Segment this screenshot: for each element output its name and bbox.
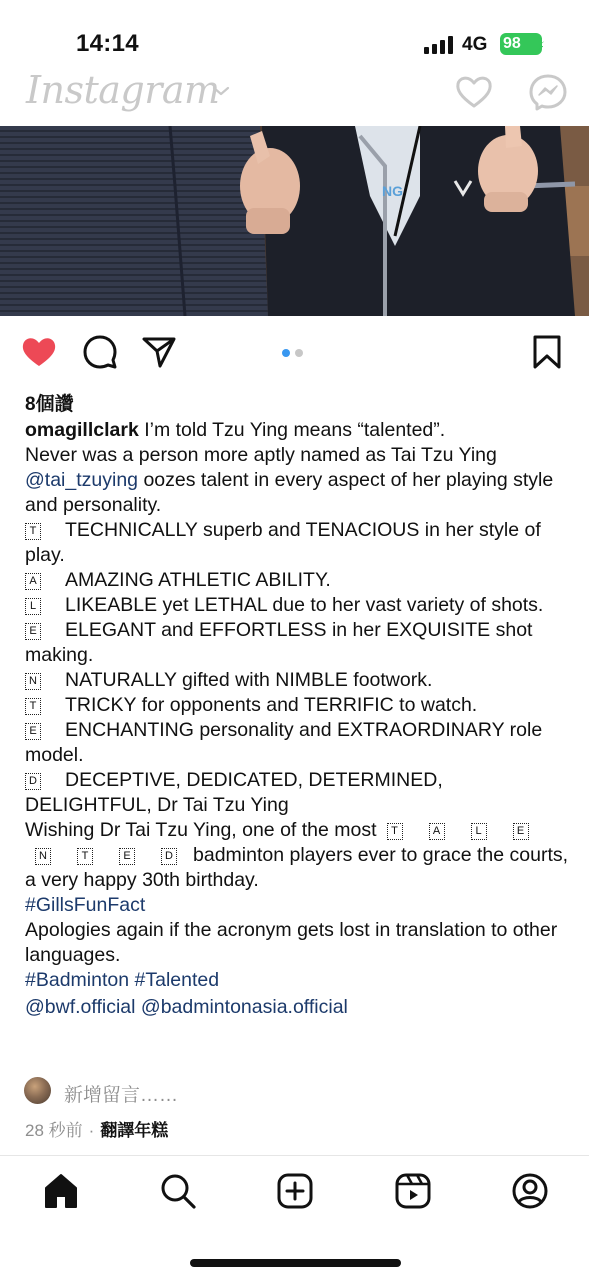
acronym-text: ELEGANT and EFFORTLESS in her EXQUISITE shot making. bbox=[25, 619, 533, 666]
hashtag-link[interactable]: #Talented bbox=[134, 969, 220, 991]
messenger-icon[interactable] bbox=[528, 72, 568, 112]
app-header bbox=[0, 66, 589, 126]
post-meta bbox=[25, 1116, 168, 1141]
acronym-line bbox=[25, 618, 570, 668]
letter-box-icon: L bbox=[471, 823, 487, 840]
acronym-line bbox=[25, 568, 570, 593]
battery-icon bbox=[500, 33, 545, 55]
chevron-down-icon[interactable] bbox=[210, 83, 232, 99]
letter-box-icon: E bbox=[119, 848, 135, 865]
caption-line: badminton players ever to grace the courts, a very happy 30th birthday. bbox=[25, 844, 569, 891]
mention-link[interactable]: @bwf.official bbox=[25, 996, 136, 1018]
hashtag-link[interactable]: #Badminton bbox=[25, 969, 130, 991]
letter-box-icon: E bbox=[25, 723, 41, 740]
acronym-text: TECHNICALLY superb and TENACIOUS in her style of play. bbox=[25, 519, 541, 566]
avatar bbox=[24, 1077, 51, 1104]
letter-box-icon: T bbox=[25, 523, 41, 540]
letter-box-icon: T bbox=[387, 823, 403, 840]
add-comment-row[interactable] bbox=[24, 1077, 564, 1105]
letter-box-icon: D bbox=[25, 773, 41, 790]
like-count[interactable]: 8個讚 bbox=[25, 394, 74, 415]
like-heart-icon[interactable] bbox=[21, 334, 57, 370]
caption-line: Never was a person more aptly named as Tai Tzu Ying bbox=[25, 444, 497, 466]
caption-line: oozes talent in every aspect of her playing style and personality. bbox=[25, 469, 554, 516]
acronym-text: LIKEABLE yet LETHAL due to her vast variety of shots. bbox=[65, 594, 544, 616]
meta-separator: · bbox=[88, 1121, 95, 1140]
acronym-list bbox=[25, 518, 570, 818]
bottom-tab-bar bbox=[0, 1156, 589, 1236]
acronym-text: AMAZING ATHLETIC ABILITY. bbox=[65, 569, 331, 591]
letter-box-icon: D bbox=[161, 848, 177, 865]
acronym-line bbox=[25, 768, 570, 818]
translate-link[interactable]: 翻譯年糕 bbox=[100, 1121, 169, 1140]
carousel-indicator bbox=[282, 344, 308, 362]
caption-username[interactable]: omagillclark bbox=[25, 419, 139, 441]
instagram-logo[interactable]: Instagram bbox=[26, 68, 220, 112]
search-icon[interactable] bbox=[158, 1171, 198, 1211]
home-icon[interactable] bbox=[41, 1171, 81, 1211]
share-icon[interactable] bbox=[141, 334, 177, 370]
letter-box-icon: A bbox=[429, 823, 445, 840]
home-indicator bbox=[190, 1259, 401, 1267]
post-time: 28 秒前 bbox=[25, 1121, 83, 1140]
acronym-text: DECEPTIVE, DEDICATED, DETERMINED, DELIGHTFUL, Dr Tai Tzu Ying bbox=[25, 769, 443, 816]
letter-box-icon: L bbox=[25, 598, 41, 615]
caption-line: Wishing Dr Tai Tzu Ying, one of the most bbox=[25, 819, 377, 841]
post-action-row bbox=[0, 330, 589, 376]
status-time: 14:14 bbox=[76, 30, 139, 57]
post-caption bbox=[25, 418, 570, 1020]
battery-level: 98 bbox=[503, 35, 521, 52]
network-label: 4G bbox=[462, 34, 488, 55]
letter-box-icon: N bbox=[25, 673, 41, 690]
status-bar bbox=[0, 0, 589, 66]
letter-box-icon: E bbox=[25, 623, 41, 640]
save-bookmark-icon[interactable] bbox=[529, 334, 565, 370]
letter-box-icon: A bbox=[25, 573, 41, 590]
acronym-text: TRICKY for opponents and TERRIFIC to watch. bbox=[65, 694, 478, 716]
charging-icon: ⚡ bbox=[535, 39, 545, 54]
acronym-text: ENCHANTING personality and EXTRAORDINARY role model. bbox=[25, 719, 543, 766]
acronym-text: NATURALLY gifted with NIMBLE footwork. bbox=[65, 669, 433, 691]
add-comment-input[interactable]: 新增留言…… bbox=[64, 1085, 179, 1106]
heart-icon[interactable] bbox=[454, 72, 494, 112]
create-icon[interactable] bbox=[275, 1171, 315, 1211]
post-image[interactable] bbox=[0, 126, 589, 316]
acronym-line bbox=[25, 668, 570, 693]
acronym-line bbox=[25, 593, 570, 618]
post-photo bbox=[0, 126, 589, 316]
caption-line: Apologies again if the acronym gets lost in translation to other languages. bbox=[25, 919, 558, 966]
signal-icon bbox=[424, 36, 454, 54]
profile-icon[interactable] bbox=[510, 1171, 550, 1211]
acronym-line bbox=[25, 718, 570, 768]
caption-intro: I’m told Tzu Ying means “talented”. bbox=[138, 419, 446, 441]
acronym-line bbox=[25, 693, 570, 718]
hashtag-link[interactable]: #GillsFunFact bbox=[25, 894, 146, 916]
svg-text:NG: NG bbox=[382, 183, 403, 199]
mention-link[interactable]: @tai_tzuying bbox=[25, 469, 139, 491]
mention-link[interactable]: @badmintonasia.official bbox=[140, 996, 348, 1018]
acronym-line bbox=[25, 518, 570, 568]
letter-box-icon: T bbox=[25, 698, 41, 715]
reels-icon[interactable] bbox=[393, 1171, 433, 1211]
carousel-dot bbox=[295, 349, 303, 357]
comment-icon[interactable] bbox=[82, 334, 118, 370]
carousel-dot bbox=[282, 349, 290, 357]
letter-box-icon: E bbox=[513, 823, 529, 840]
letter-box-icon: N bbox=[35, 848, 51, 865]
letter-box-icon: T bbox=[77, 848, 93, 865]
